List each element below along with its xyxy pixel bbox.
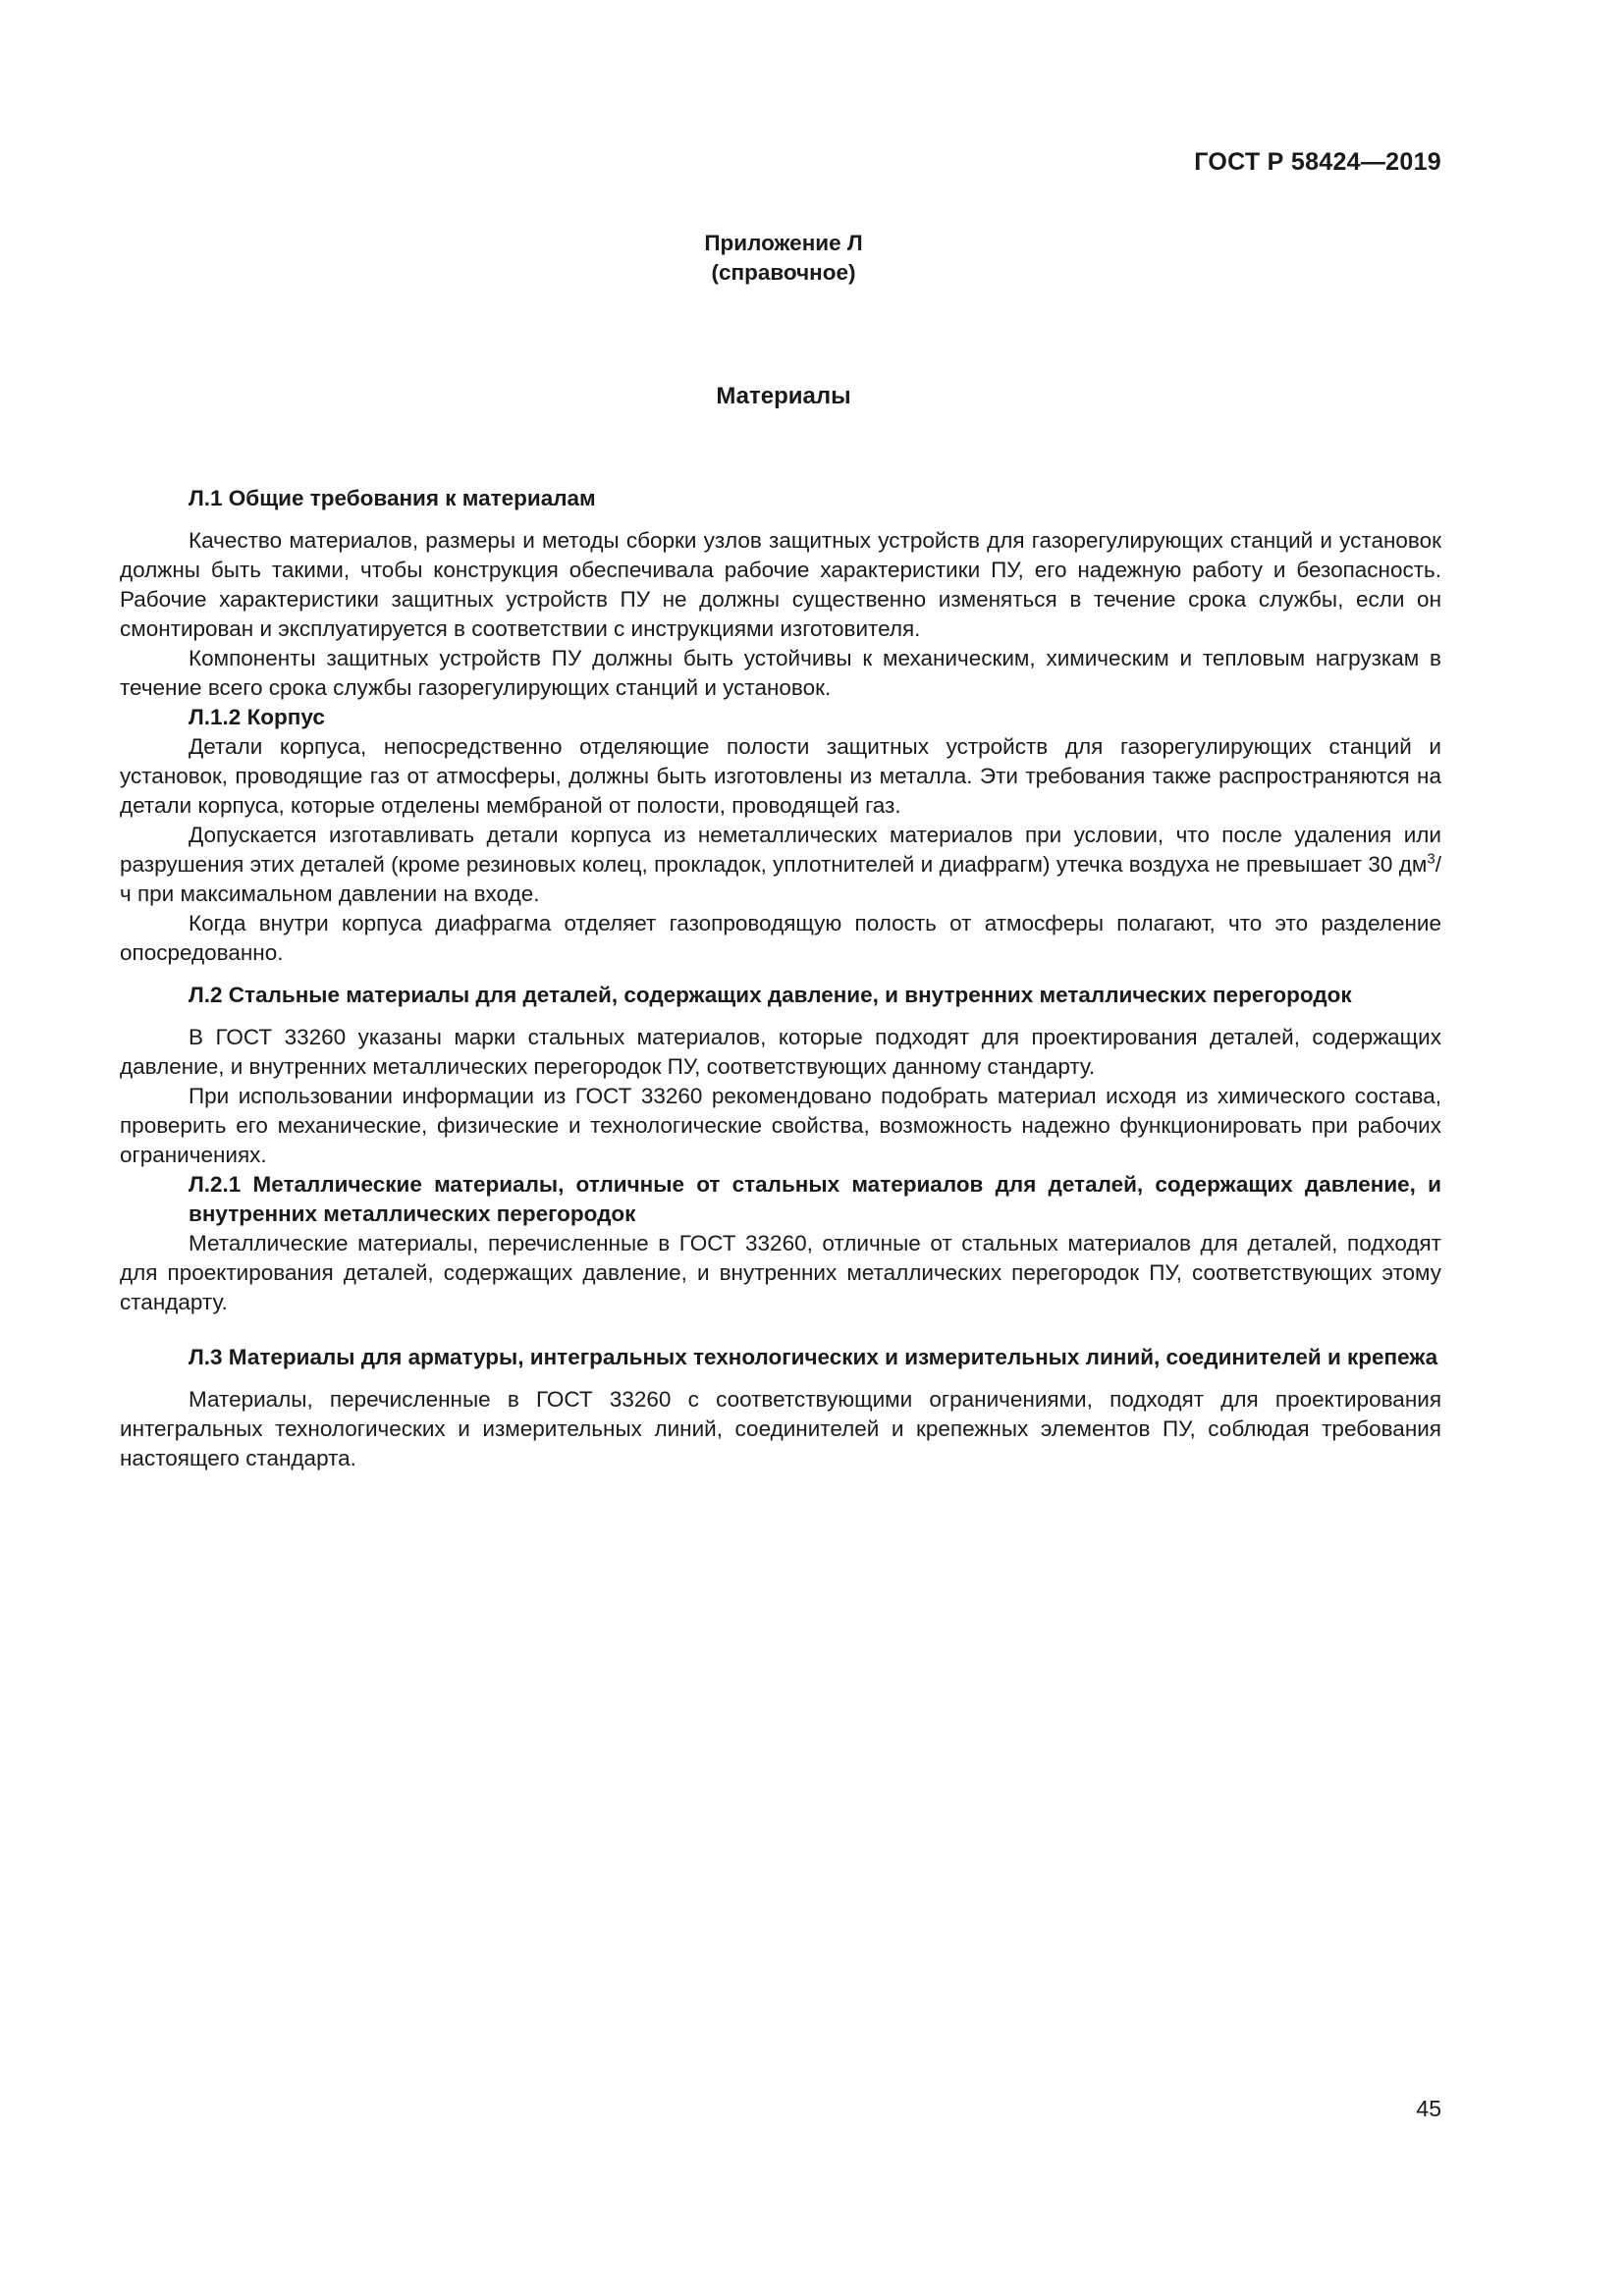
page-title: Материалы: [716, 383, 851, 409]
paragraph-text: Допускается изготавливать детали корпуса из неметаллических материалов при условии, что после удаления или разрушения этих деталей (кроме резиновых колец, прокладок, уплотнителей и диафрагм) утечка воздуха не превышает 30 дм: [120, 823, 1441, 877]
appendix-heading: [0, 229, 1567, 288]
section-heading-l2: Л.2 Стальные материалы для деталей, содержащих давление, и внутренних металлических перегородок: [189, 983, 1352, 1007]
paragraph: Качество материалов, размеры и методы сборки узлов защитных устройств для газорегулирующих станций и установок должны быть такими, чтобы конструкция обеспечивала рабочие характеристики ПУ, его надежную работу и безопасность. Рабочие характеристики защитных устройств ПУ не должны существенно изменяться в течение срока службы, если он смонтирован и эксплуатируется в соответствии с инструкциями изготовителя.: [120, 528, 1441, 641]
paragraph: Металлические материалы, перечисленные в ГОСТ 33260, отличные от стальных материалов для деталей, подходят для проектирования деталей, содержащих давление, и внутренних металлических перегородок ПУ, соответствующих этому стандарту.: [120, 1231, 1441, 1314]
paragraph: Когда внутри корпуса диафрагма отделяет газопроводящую полость от атмосферы полагают, что это разделение опосредованно.: [120, 911, 1441, 965]
paragraph-with-unit: [120, 821, 1441, 909]
document-body: [120, 471, 1441, 1473]
paragraph: При использовании информации из ГОСТ 33260 рекомендовано подобрать материал исходя из химического состава, проверить его механические, физические и технологические свойства, возможность надежно функционировать при рабочих ограничениях.: [120, 1084, 1441, 1167]
page-number: 45: [1416, 2096, 1441, 2121]
document-code: ГОСТ Р 58424—2019: [1194, 148, 1441, 176]
appendix-type: (справочное): [711, 260, 856, 285]
paragraph: Компоненты защитных устройств ПУ должны быть устойчивы к механическим, химическим и тепловым нагрузкам в течение всего срока службы газорегулирующих станций и установок.: [120, 646, 1441, 700]
paragraph: Детали корпуса, непосредственно отделяющие полости защитных устройств для газорегулирующих станций и установок, проводящие газ от атмосферы, должны быть изготовлены из металла. Эти требования также распространяются на детали корпуса, которые отделены мембраной от полости, проводящей газ.: [120, 734, 1441, 818]
section-heading-l12: Л.1.2 Корпус: [189, 705, 325, 729]
appendix-label: Приложение Л: [704, 231, 863, 255]
paragraph: В ГОСТ 33260 указаны марки стальных материалов, которые подходят для проектирования деталей, содержащих давление, и внутренних металлических перегородок ПУ, соответствующих данному стандарту.: [120, 1025, 1441, 1079]
section-heading-l3: Л.3 Материалы для арматуры, интегральных технологических и измерительных линий, соединителей и крепежа: [189, 1345, 1438, 1369]
paragraph: Материалы, перечисленные в ГОСТ 33260 с соответствующими ограничениями, подходят для проектирования интегральных технологических и измерительных линий, соединителей и крепежных элементов ПУ, соблюдая требования настоящего стандарта.: [120, 1387, 1441, 1470]
superscript: 3: [1427, 850, 1435, 868]
section-heading-l1: Л.1 Общие требования к материалам: [189, 486, 596, 510]
section-heading-l21: Л.2.1 Металлические материалы, отличные от стальных материалов для деталей, содержащих давление, и внутренних металлических перегородок: [189, 1172, 1441, 1226]
paragraph-text: /ч при максимальном давлении на входе.: [120, 852, 1441, 906]
